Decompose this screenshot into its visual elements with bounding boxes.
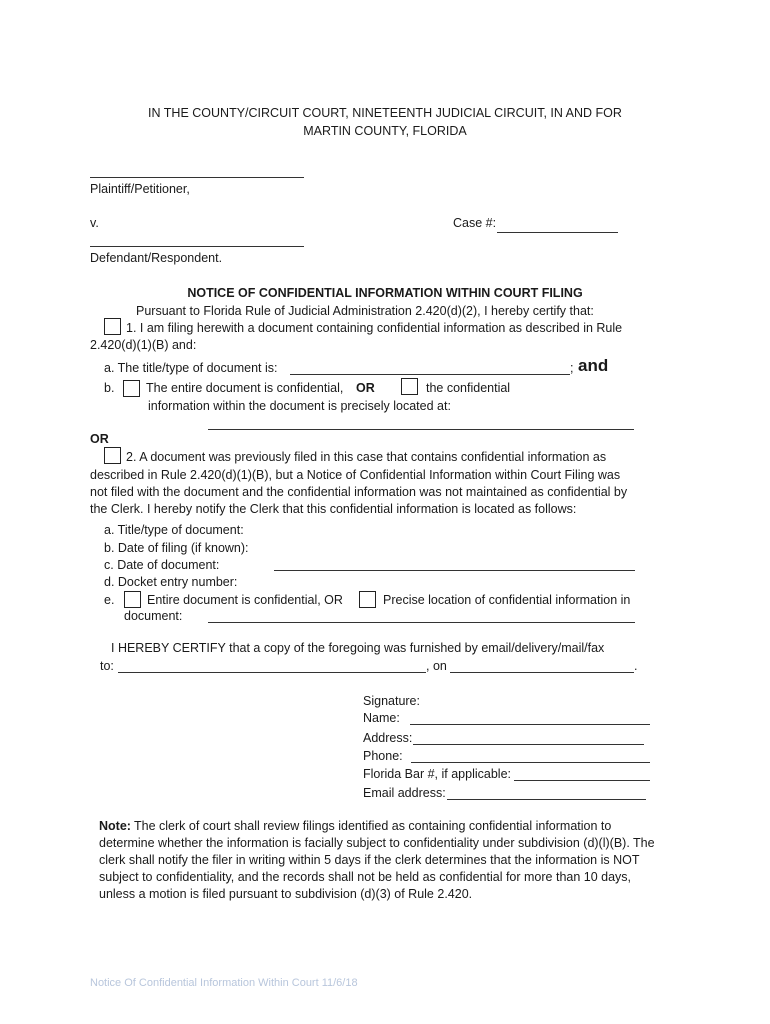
option2e-label: e. [104,593,115,607]
name-line[interactable] [410,724,650,725]
note-line4: subject to confidentiality, and the records shall not be held as confidential for more than 10 days, [99,870,632,884]
court-header-line1: IN THE COUNTY/CIRCUIT COURT, NINETEENTH JUDICIAL CIRCUIT, IN AND FOR [148,106,622,120]
footer-text: Notice Of Confidential Information Within Court 11/6/18 [90,977,358,989]
phone-label: Phone: [363,749,403,763]
note-line3: clerk shall notify the filer in writing within 5 days if the clerk determines that the information is NOT [99,853,640,867]
option2a-label: a. Title/type of document: [104,523,244,537]
option1-line2: 2.420(d)(1)(B) and: [90,338,197,352]
certify-recipient-line[interactable] [118,672,426,673]
case-number-label: Case #: [453,216,497,230]
signature-label: Signature: [363,694,420,708]
option2-line3: not filed with the document and the confidential information was not maintained as confidential by [90,485,628,499]
e-entire-checkbox[interactable] [124,591,141,608]
e-location-line[interactable] [208,622,635,623]
location-line[interactable] [208,429,634,430]
plaintiff-name-line[interactable] [90,177,304,178]
entire-confidential-checkbox[interactable] [123,380,140,397]
partial-confidential-checkbox[interactable] [401,378,418,395]
defendant-name-line[interactable] [90,246,304,247]
option1b-label: b. [104,381,115,395]
option1a-suffix: ; [570,361,574,375]
option2b-label: b. Date of filing (if known): [104,541,249,555]
note-label: Note: [99,819,131,833]
email-label: Email address: [363,786,446,800]
certify-on-label: , on [426,659,447,673]
option2d-label: d. Docket entry number: [104,575,238,589]
option2c-label: c. Date of document: [104,558,220,572]
option1b-line2: information within the document is precisely located at: [148,399,451,413]
e-precise-checkbox[interactable] [359,591,376,608]
note-line2: determine whether the information is facially subject to confidentiality under subdivision (d)(l)(B). The [99,836,655,850]
option1-checkbox[interactable] [104,318,121,335]
option2-line4: the Clerk. I hereby notify the Clerk that this confidential information is located as follows: [90,502,577,516]
e-entire-label: Entire document is confidential, OR [147,593,343,607]
option2-detail-line[interactable] [274,570,635,571]
versus-label: v. [90,216,99,230]
court-header-line2: MARTIN COUNTY, FLORIDA [303,124,467,138]
e-precise-label: Precise location of confidential information in [383,593,631,607]
option2-line1: 2. A document was previously filed in this case that contains confidential information as [126,450,607,464]
bar-number-label: Florida Bar #, if applicable: [363,767,511,781]
note-line5: unless a motion is filed pursuant to subdivision (d)(3) of Rule 2.420. [99,887,473,901]
certify-text: I HEREBY CERTIFY that a copy of the foregoing was furnished by email/delivery/mail/fax [111,641,605,655]
option2-checkbox[interactable] [104,447,121,464]
document-title-line[interactable] [290,374,570,375]
or-separator: OR [90,432,109,446]
option1a-and: and [578,356,609,375]
option1a-label: a. The title/type of document is: [104,361,278,375]
intro-text: Pursuant to Florida Rule of Judicial Administration 2.420(d)(2), I hereby certify that: [136,304,594,318]
certify-end: . [634,659,638,673]
notice-title: NOTICE OF CONFIDENTIAL INFORMATION WITHIN COURT FILING [187,286,583,300]
entire-confidential-label: The entire document is confidential, [146,381,344,395]
note-line1: The clerk of court shall review filings identified as containing confidential information to [134,819,612,833]
option1-line1: 1. I am filing herewith a document containing confidential information as described in Rule [126,321,623,335]
certify-date-line[interactable] [450,672,634,673]
certify-to-label: to: [100,659,114,673]
option2-line2: described in Rule 2.420(d)(1)(B), but a Notice of Confidential Information within Court Filing was [90,468,621,482]
phone-line[interactable] [411,762,650,763]
address-label: Address: [363,731,413,745]
email-line[interactable] [447,799,646,800]
partial-confidential-label: the confidential [426,381,511,395]
plaintiff-label: Plaintiff/Petitioner, [90,182,190,196]
option2e-line2: document: [124,609,183,623]
case-number-line[interactable] [497,232,618,233]
name-label: Name: [363,711,400,725]
option1b-or: OR [356,381,375,395]
address-line[interactable] [413,744,644,745]
bar-number-line[interactable] [514,780,650,781]
defendant-label: Defendant/Respondent. [90,251,223,265]
